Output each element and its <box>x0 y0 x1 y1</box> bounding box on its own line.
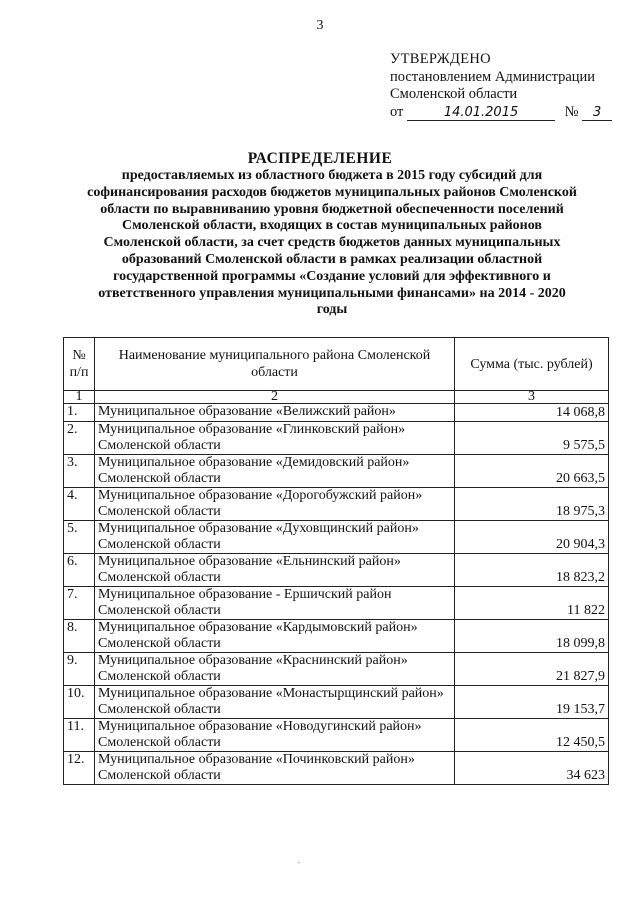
table-row <box>64 620 609 653</box>
from-label: от <box>390 103 404 120</box>
approval-number: 3 <box>582 105 612 121</box>
row-name: Муниципальное образование «Дорогобужский район» Смоленской области <box>95 488 455 521</box>
row-name: Муниципальное образование «Ельнинский район» Смоленской области <box>95 554 455 587</box>
table-row <box>64 422 609 455</box>
row-name: Муниципальное образование «Велижский район» <box>95 404 455 422</box>
row-sum: 11 822 <box>455 587 609 620</box>
row-num: 9. <box>64 653 95 686</box>
approval-title: УТВЕРЖДЕНО <box>390 51 491 67</box>
row-sum: 20 904,3 <box>455 521 609 554</box>
approval-date-row <box>390 104 612 122</box>
row-sum: 19 153,7 <box>455 686 609 719</box>
table-row <box>64 587 609 620</box>
approval-line-1: постановлением Администрации <box>390 68 596 85</box>
row-num: 3. <box>64 455 95 488</box>
row-num: 10. <box>64 686 95 719</box>
row-sum: 12 450,5 <box>455 719 609 752</box>
row-name: Муниципальное образование «Кардымовский район» Смоленской области <box>95 620 455 653</box>
table-row <box>64 488 609 521</box>
row-num: 6. <box>64 554 95 587</box>
row-num: 5. <box>64 521 95 554</box>
page-number: 3 <box>316 18 324 33</box>
scan-mark: · <box>297 858 301 869</box>
header-name: Наименование муниципального района Смоленской области <box>95 338 455 391</box>
index-cell: 3 <box>455 391 609 404</box>
row-name: Муниципальное образование «Глинковский район» Смоленской области <box>95 422 455 455</box>
table-row <box>64 752 609 785</box>
table-row <box>64 404 609 422</box>
table-row <box>64 554 609 587</box>
header-sum: Сумма (тыс. рублей) <box>455 338 609 391</box>
row-name: Муниципальное образование «Новодугинский район» Смоленской области <box>95 719 455 752</box>
approval-date: 14.01.2015 <box>407 105 555 121</box>
row-num: 2. <box>64 422 95 455</box>
table-row <box>64 719 609 752</box>
table-index-row <box>64 391 609 404</box>
row-sum: 34 623 <box>455 752 609 785</box>
row-num: 7. <box>64 587 95 620</box>
header-num: № п/п <box>64 338 95 391</box>
row-sum: 20 663,5 <box>455 455 609 488</box>
row-sum: 18 975,3 <box>455 488 609 521</box>
row-num: 12. <box>64 752 95 785</box>
number-label: № <box>564 103 579 120</box>
row-sum: 18 099,8 <box>455 620 609 653</box>
table-row <box>64 521 609 554</box>
table-header-row <box>64 338 609 391</box>
row-sum: 21 827,9 <box>455 653 609 686</box>
row-name: Муниципальное образование «Духовщинский район» Смоленской области <box>95 521 455 554</box>
row-name: Муниципальное образование «Монастырщинский район» Смоленской области <box>95 686 455 719</box>
approval-line-2: Смоленской области <box>390 86 518 102</box>
row-name: Муниципальное образование «Починковский район» Смоленской области <box>95 752 455 785</box>
row-sum: 18 823,2 <box>455 554 609 587</box>
document-title: РАСПРЕДЕЛЕНИЕ <box>247 150 393 167</box>
row-name: Муниципальное образование - Ершичский район Смоленской области <box>95 587 455 620</box>
index-cell: 1 <box>64 391 95 404</box>
document-subtitle: предоставляемых из областного бюджета в 2015 году субсидий для софинансирования расходов бюджетов муниципальных районов Смоленской области по выравниванию уровня бюджетной обеспеченности поселений Смоленской области, входящих в состав муниципальных районов Смоленской области, за счет средств бюджетов данных муниципальных образований Смоленской области в рамках реализации областной государственной программы «Создание условий для эффективного и ответственного управления муниципальными финансами» на 2014 - 2020 годы <box>87 168 577 318</box>
row-sum: 14 068,8 <box>455 404 609 422</box>
row-name: Муниципальное образование «Краснинский район» Смоленской области <box>95 653 455 686</box>
row-num: 4. <box>64 488 95 521</box>
row-num: 8. <box>64 620 95 653</box>
table-row <box>64 653 609 686</box>
row-num: 1. <box>64 404 95 422</box>
index-cell: 2 <box>95 391 455 404</box>
table-row <box>64 455 609 488</box>
approval-block <box>390 51 612 121</box>
row-sum: 9 575,5 <box>455 422 609 455</box>
row-num: 11. <box>64 719 95 752</box>
table-row <box>64 686 609 719</box>
distribution-table <box>63 337 609 785</box>
row-name: Муниципальное образование «Демидовский район» Смоленской области <box>95 455 455 488</box>
